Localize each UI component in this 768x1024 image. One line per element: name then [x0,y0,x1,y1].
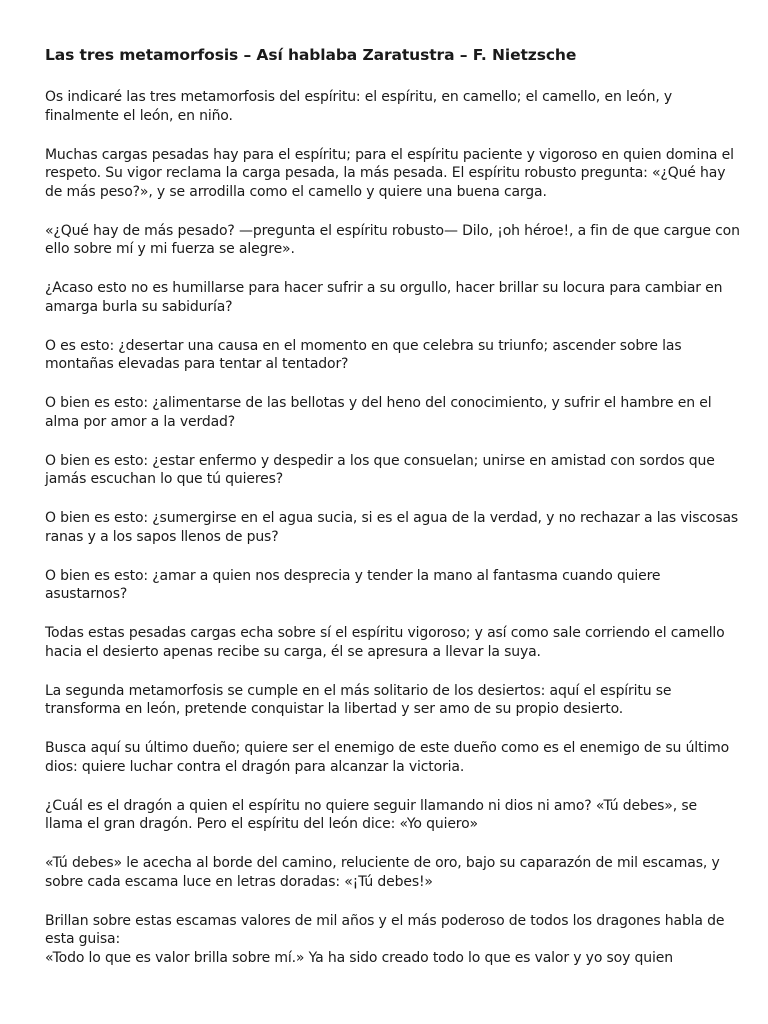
paragraph-line: asustarnos? [45,586,128,602]
paragraph [45,854,735,891]
paragraph [45,682,735,719]
paragraph-line: dios: quiere luchar contra el dragón para alcanzar la victoria. [45,758,465,775]
paragraph-line: respeto. Su vigor reclama la carga pesada, la más pesada. El espíritu robusto pregunta: «¿Qué hay [45,165,726,181]
paragraph [45,509,739,546]
paragraph-line: sobre cada escama luce en letras doradas: «¡Tú debes!» [45,873,433,890]
paragraph-line: amarga burla su sabiduría? [45,298,233,315]
paragraph-line: ranas y a los sapos llenos de pus? [45,528,279,545]
paragraph [45,567,735,604]
paragraph-line: Os indicaré las tres metamorfosis del espíritu: el espíritu, en camello; el camello, en león, y [45,89,673,105]
paragraph [45,452,735,489]
paragraph-line: jamás escuchan lo que tú quieres? [45,471,284,487]
paragraph-line: montañas elevadas para tentar al tentador? [45,356,349,372]
document-title: Las tres metamorfosis – Así hablaba Zaratustra – F. Nietzsche [45,46,577,64]
paragraph [45,739,735,776]
document-body [45,88,740,967]
paragraph-line: esta guisa: [45,931,121,947]
paragraph-line: O bien es esto: ¿amar a quien nos desprecia y tender la mano al fantasma cuando quiere [45,567,661,584]
paragraph [45,624,735,661]
paragraph-line: Busca aquí su último dueño; quiere ser el enemigo de este dueño como es el enemigo de su último [45,740,730,756]
paragraph-line: alma por amor a la verdad? [45,413,236,430]
paragraph-line: Brillan sobre estas escamas valores de mil años y el más poderoso de todos los dragones habla de [45,912,725,929]
paragraph [45,912,735,968]
paragraph-line: O bien es esto: ¿sumergirse en el agua sucia, si es el agua de la verdad, y no rechazar a las viscosas [45,510,739,526]
paragraph [45,337,735,374]
document-page [45,44,740,988]
paragraph-line: ¿Acaso esto no es humillarse para hacer sufrir a su orgullo, hacer brillar su locura para cambiar en [45,280,723,296]
paragraph-line: transforma en león, pretende conquistar la libertad y ser amo de su propio desierto. [45,701,624,717]
paragraph [45,146,735,202]
paragraph-line: «¿Qué hay de más pesado? —pregunta el espíritu robusto— Dilo, ¡oh héroe!, a fin de que cargue con [45,222,740,239]
paragraph-line: La segunda metamorfosis se cumple en el más solitario de los desiertos: aquí el espíritu se [45,682,672,699]
paragraph-line: de más peso?», y se arrodilla como el camello y quiere una buena carga. [45,183,547,200]
paragraph-line: O es esto: ¿desertar una causa en el momento en que celebra su triunfo; ascender sobre las [45,337,682,354]
paragraph-line: finalmente el león, en niño. [45,107,233,124]
paragraph-line: O bien es esto: ¿estar enfermo y despedir a los que consuelan; unirse en amistad con sordos que [45,452,715,469]
paragraph-line: llama el gran dragón. Pero el espíritu del león dice: «Yo quiero» [45,816,478,832]
paragraph [45,797,735,834]
paragraph-line: Muchas cargas pesadas hay para el espíritu; para el espíritu paciente y vigoroso en quien domina el [45,146,734,163]
paragraph [45,222,740,259]
paragraph [45,88,735,125]
paragraph [45,279,735,316]
paragraph-line: ¿Cuál es el dragón a quien el espíritu no quiere seguir llamando ni dios ni amo? «Tú debes», se [45,797,697,814]
paragraph-line: Todas estas pesadas cargas echa sobre sí el espíritu vigoroso; y así como sale corriendo el camello [45,625,725,641]
paragraph-line: «Tú debes» le acecha al borde del camino, reluciente de oro, bajo su caparazón de mil escamas, y [45,855,720,871]
paragraph-line: hacia el desierto apenas recibe su carga, él se apresura a llevar la suya. [45,643,541,660]
paragraph-line: O bien es esto: ¿alimentarse de las bellotas y del heno del conocimiento, y sufrir el hambre en el [45,395,712,411]
paragraph [45,394,735,431]
paragraph-line: «Todo lo que es valor brilla sobre mí.» Ya ha sido creado todo lo que es valor y yo soy quien [45,949,673,966]
paragraph-line: ello sobre mí y mi fuerza se alegre». [45,241,295,257]
